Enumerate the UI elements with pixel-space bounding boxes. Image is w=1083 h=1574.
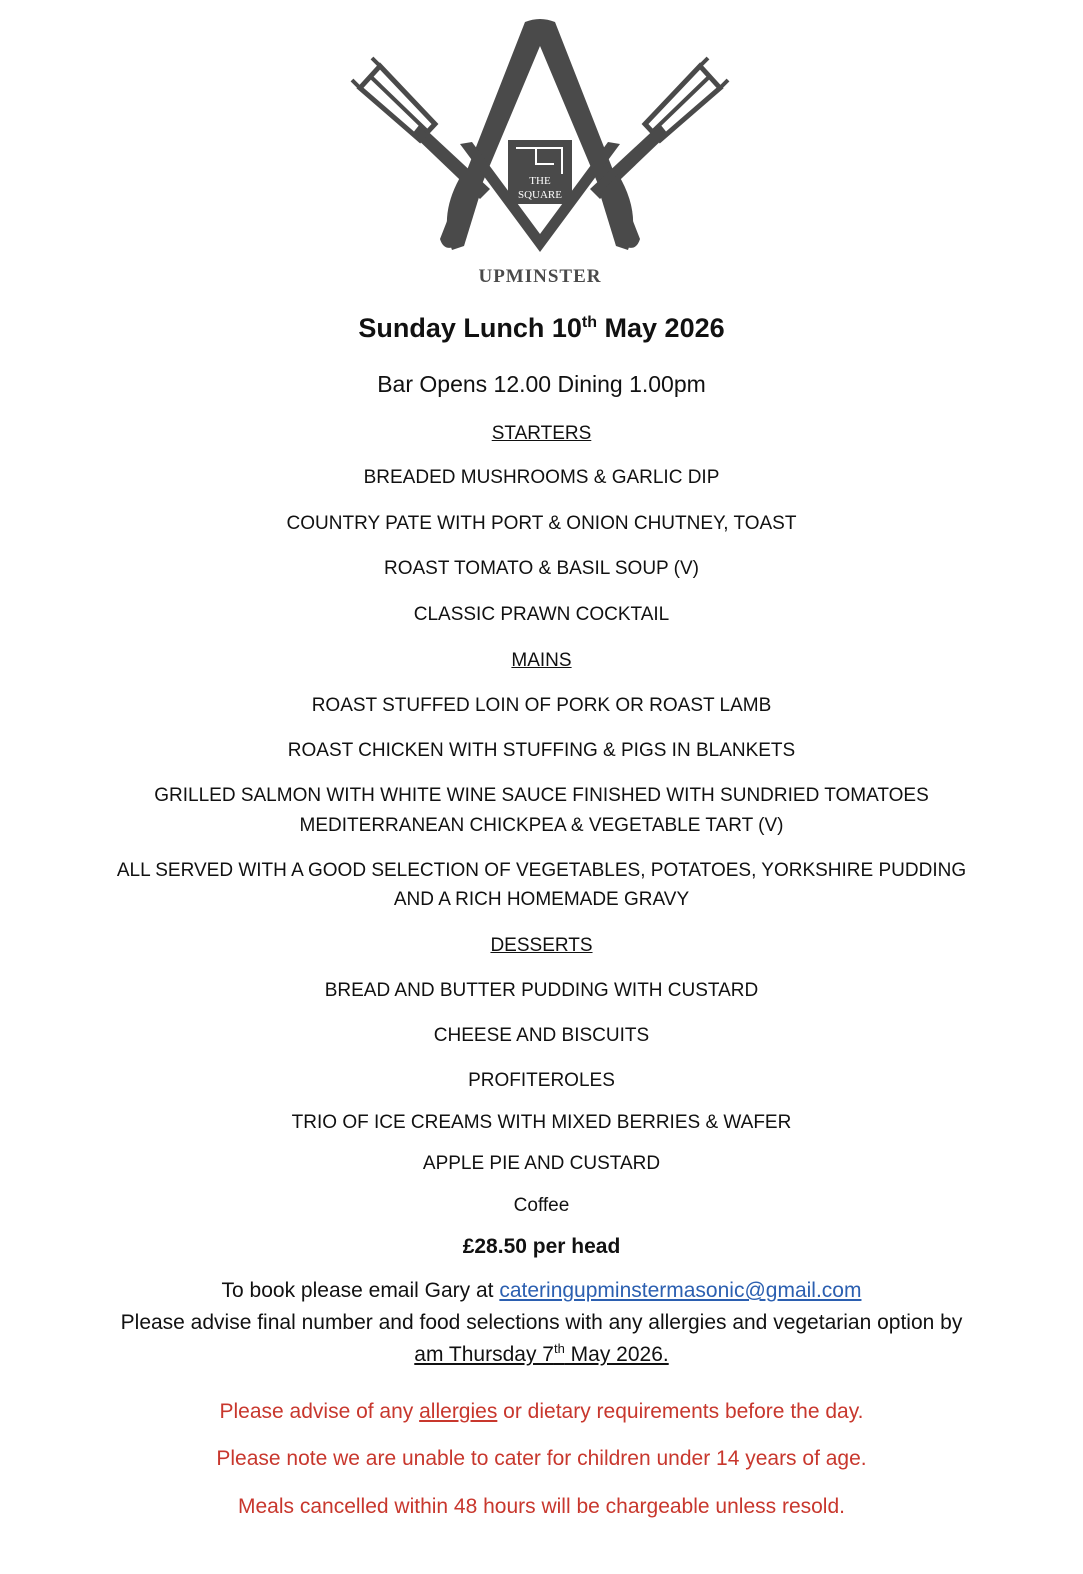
cancellation-notice: Meals cancelled within 48 hours will be chargeable unless resold. bbox=[237, 1495, 845, 1518]
allergy-notice: Please advise of any allergies or dietary requirements before the day. bbox=[219, 1400, 864, 1423]
mains-served-with: ALL SERVED WITH A GOOD SELECTION OF VEGETABLES, POTATOES, YORKSHIRE PUDDING bbox=[116, 860, 967, 881]
dessert-item: BREAD AND BUTTER PUDDING WITH CUSTARD bbox=[324, 980, 759, 1001]
main-item: MEDITERRANEAN CHICKPEA & VEGETABLE TART (V) bbox=[299, 815, 784, 836]
bar-opening-times: Bar Opens 12.00 Dining 1.00pm bbox=[377, 371, 706, 397]
starter-item: COUNTRY PATE WITH PORT & ONION CHUTNEY, TOAST bbox=[286, 513, 797, 534]
main-item: ROAST CHICKEN WITH STUFFING & PIGS IN BLANKETS bbox=[287, 740, 796, 761]
dessert-item: PROFITEROLES bbox=[468, 1070, 615, 1091]
booking-deadline: am Thursday 7th May 2026. bbox=[414, 1341, 669, 1366]
logo-center-bottom: SQUARE bbox=[517, 189, 563, 201]
starter-item: CLASSIC PRAWN COCKTAIL bbox=[413, 604, 670, 625]
main-item: GRILLED SALMON WITH WHITE WINE SAUCE FINISHED WITH SUNDRIED TOMATOES bbox=[154, 785, 929, 806]
desserts-heading: DESSERTS bbox=[490, 935, 593, 956]
booking-advise: Please advise final number and food selections with any allergies and vegetarian option by bbox=[120, 1311, 963, 1334]
mains-served-with-cont: AND A RICH HOMEMADE GRAVY bbox=[393, 889, 690, 910]
booking-email-link[interactable]: cateringupminstermasonic@gmail.com bbox=[499, 1279, 862, 1302]
starter-item: BREADED MUSHROOMS & GARLIC DIP bbox=[363, 467, 720, 488]
mains-heading: MAINS bbox=[511, 650, 572, 671]
dessert-item: TRIO OF ICE CREAMS WITH MIXED BERRIES & WAFER bbox=[291, 1112, 792, 1133]
dessert-item: CHEESE AND BISCUITS bbox=[433, 1025, 650, 1046]
dessert-item: APPLE PIE AND CUSTARD bbox=[422, 1153, 661, 1174]
starter-item: ROAST TOMATO & BASIL SOUP (V) bbox=[384, 558, 699, 579]
logo-bottom-text: UPMINSTER bbox=[478, 266, 602, 287]
page-title: Sunday Lunch 10th May 2026 bbox=[358, 313, 725, 343]
booking-line: To book please email Gary at cateringupminstermasonic@gmail.com bbox=[221, 1279, 862, 1302]
coffee-item: Coffee bbox=[513, 1195, 570, 1216]
children-notice: Please note we are unable to cater for children under 14 years of age. bbox=[216, 1447, 867, 1470]
upminster-masonic-logo bbox=[340, 14, 740, 294]
main-item: ROAST STUFFED LOIN OF PORK OR ROAST LAMB bbox=[311, 695, 772, 716]
price-per-head: £28.50 per head bbox=[462, 1235, 621, 1258]
starters-heading: STARTERS bbox=[491, 423, 592, 444]
logo-center-top: THE bbox=[529, 175, 551, 187]
